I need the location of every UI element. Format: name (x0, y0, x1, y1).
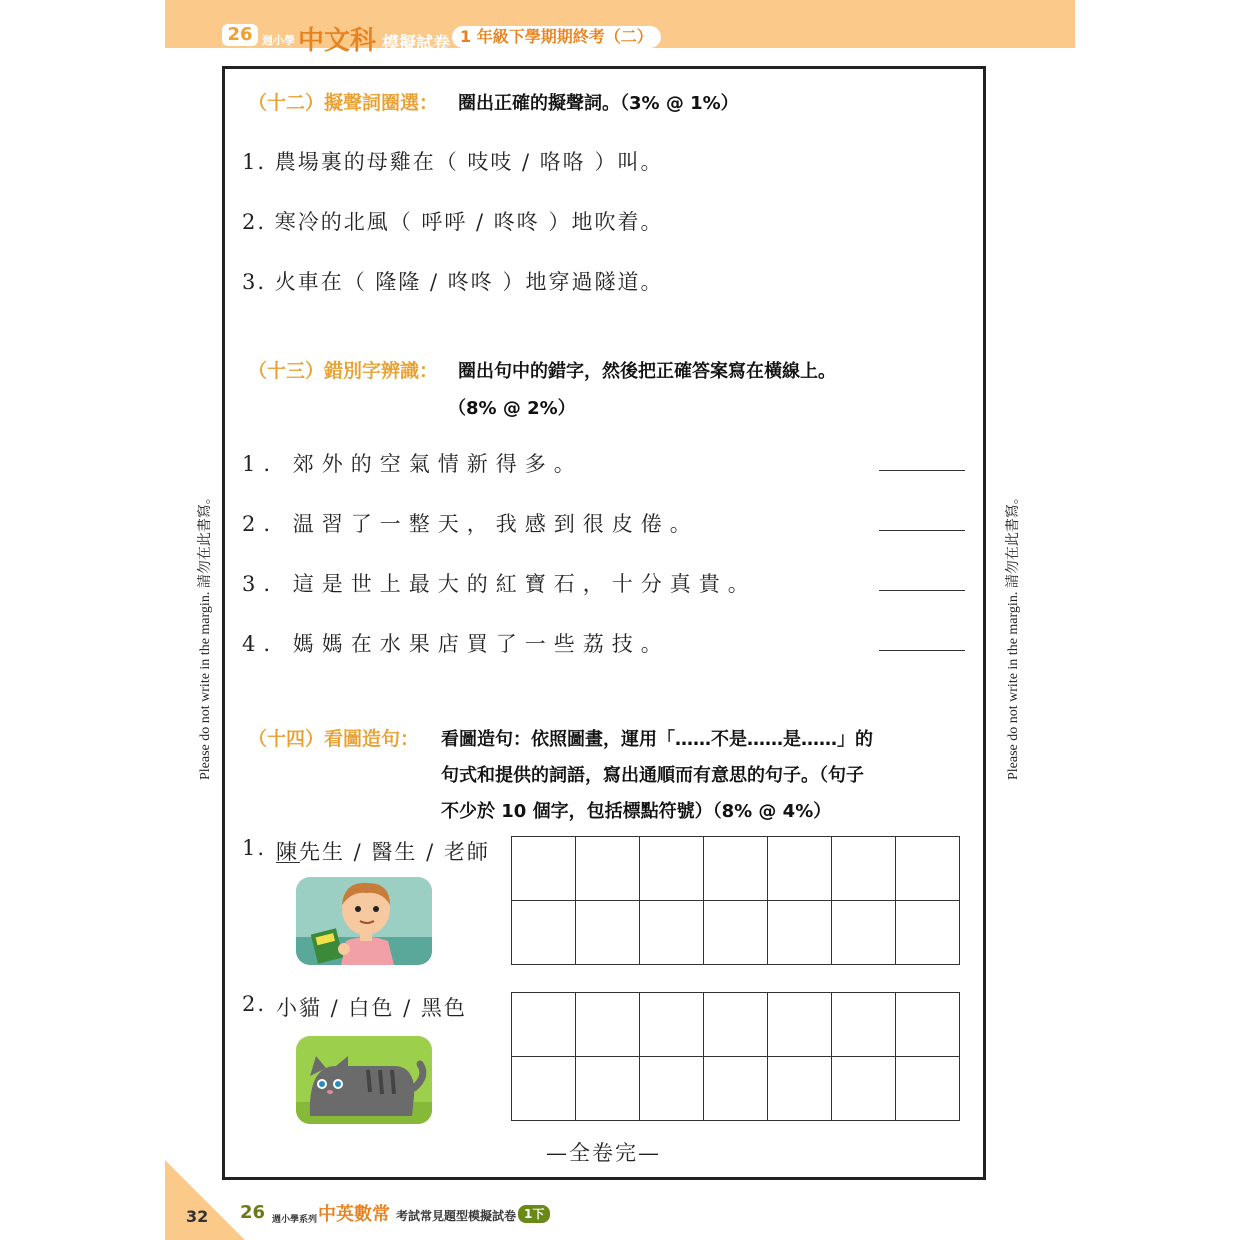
left-margin-note: Please do not write in the margin. 請勿在此書寫。 (198, 490, 213, 780)
section14-title: （十四）看圖造句： (248, 728, 420, 750)
answer-line-1[interactable] (879, 470, 965, 471)
answer-grid-2[interactable] (511, 992, 960, 1121)
section12-item-2: 2. 寒冷的北風（ 呼呼 / 咚咚 ）地吹着。 (242, 210, 664, 234)
header-subject: 中文科 (298, 26, 377, 56)
section13-title: （十三）錯別字辨識： (248, 360, 439, 382)
section12-instruction: 圈出正確的擬聲詞。（3% @ 1%） (458, 93, 739, 114)
section13-item-4: 4. 媽媽在水果店買了一些荔技。 (242, 632, 670, 656)
answer-line-3[interactable] (879, 590, 965, 591)
series-logo: 26 (222, 24, 258, 46)
grey-cat-picture (296, 1036, 432, 1124)
question2-words: 小貓 / 白色 / 黑色 (276, 996, 467, 1020)
page-number: 32 (186, 1207, 209, 1226)
section14-instruction-line-1: 看圖造句：依照圖畫，運用「……不是……是……」的 (441, 729, 873, 750)
question2-number: 2. (242, 992, 267, 1016)
section12-title: （十二）擬聲詞圈選： (248, 92, 439, 114)
footer-grade-badge: 1下 (518, 1205, 550, 1223)
page-corner (165, 1160, 245, 1240)
question1-words: 陳先生 / 醫生 / 老師 (276, 840, 490, 864)
section13-item-2: 2. 温習了一整天，我感到很皮倦。 (242, 512, 699, 536)
footer-series: 週小學系列 (272, 1215, 318, 1225)
section13-item-3: 3. 這是世上最大的紅寶石，十分真貴。 (242, 572, 757, 596)
header-series: 週小學 (262, 34, 295, 47)
section13-marks: （8% @ 2%） (448, 398, 576, 419)
section13-instruction: 圈出句中的錯字，然後把正確答案寫在橫線上。 (458, 361, 836, 382)
footer-title: 中英數常 (318, 1204, 390, 1225)
section14-instruction-line-2: 句式和提供的詞語，寫出通順而有意思的句子。（句子 (441, 765, 864, 786)
question1-number: 1. (242, 836, 267, 860)
answer-line-4[interactable] (879, 650, 965, 651)
section12-item-3: 3. 火車在（ 隆隆 / 咚咚 ）地穿過隧道。 (242, 270, 664, 294)
section12-item-1: 1. 農場裏的母雞在（ 吱吱 / 咯咯 ）叫。 (242, 150, 664, 174)
section13-item-1: 1. 郊外的空氣情新得多。 (242, 452, 583, 476)
right-margin-note: Please do not write in the margin. 請勿在此書寫。 (1006, 490, 1021, 780)
header-paper-title: 1 年級下學期期終考（二） (452, 26, 661, 48)
name-underline (276, 862, 300, 863)
boy-holding-book-picture (296, 877, 432, 965)
section14-instruction-line-3: 不少於 10 個字，包括標點符號）（8% @ 4%） (441, 801, 832, 822)
answer-grid-1[interactable] (511, 836, 960, 965)
footer-logo: 26 (240, 1202, 266, 1223)
footer-subtitle: 考試常見題型模擬試卷 (396, 1209, 517, 1223)
header-type: 模擬試卷 (382, 34, 450, 54)
answer-line-2[interactable] (879, 530, 965, 531)
end-of-paper: —全卷完— (546, 1141, 661, 1165)
